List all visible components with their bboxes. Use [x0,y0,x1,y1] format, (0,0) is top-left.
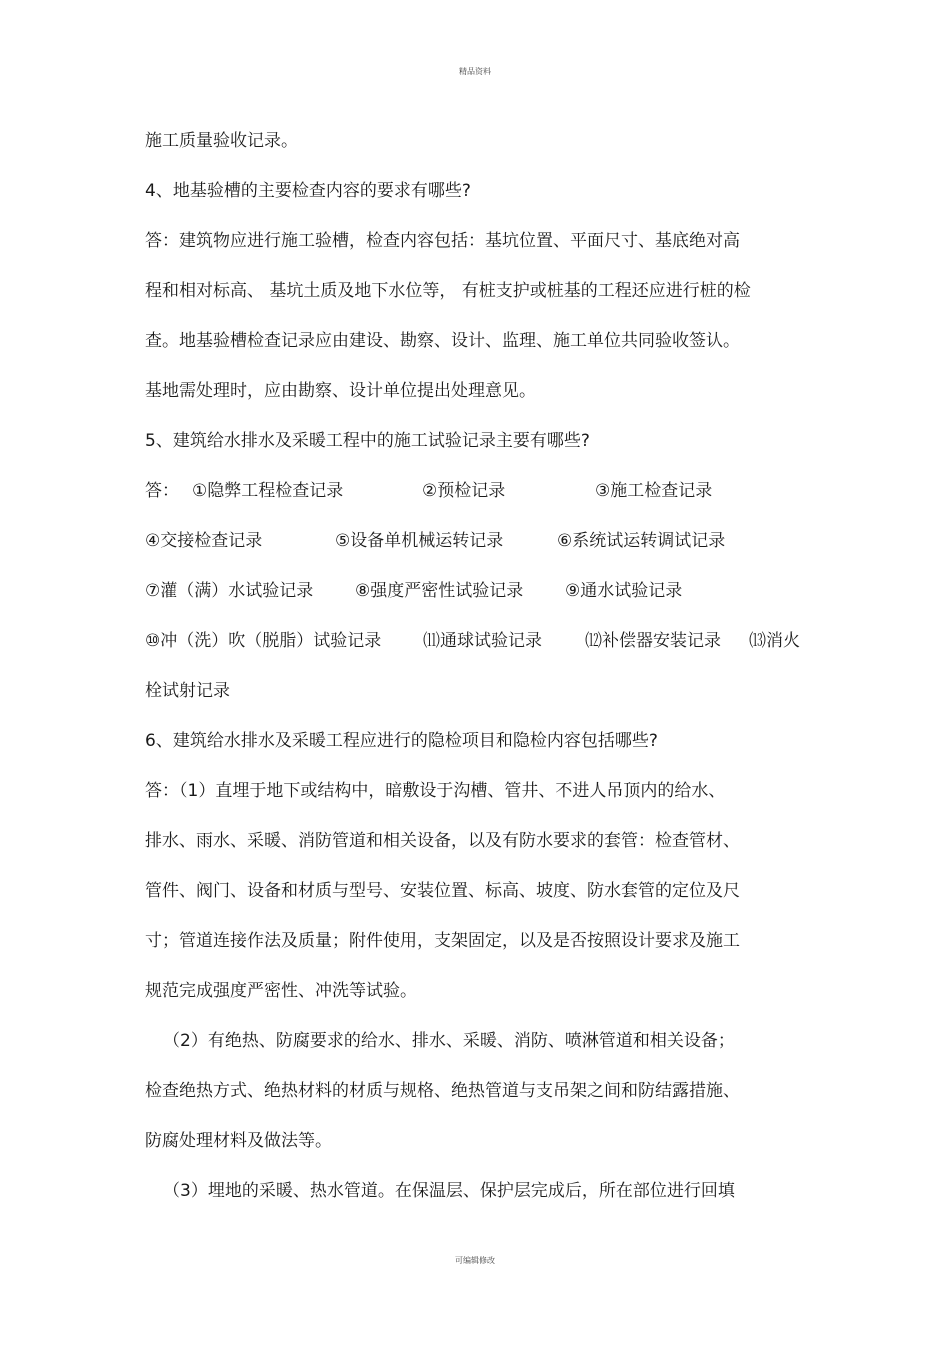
record-item: ⑤设备单机械运转记录 [335,531,504,551]
page-footer: 可编辑修改 [455,1256,495,1265]
text-line: （2）有绝热、防腐要求的给水、排水、采暖、消防、喷淋管道和相关设备； [163,1031,735,1051]
text-line: 查。地基验槽检查记录应由建设、勘察、设计、监理、施工单位共同验收签认。 [145,331,740,351]
record-item: ①隐弊工程检查记录 [192,481,344,501]
answer-prefix: 答： [145,481,179,501]
record-item: ⒀消火 [749,631,800,651]
record-item: ②预检记录 [422,481,506,501]
record-item: ⑿补偿器安装记录 [585,631,721,651]
text-line: （3）埋地的采暖、热水管道。在保温层、保护层完成后，所在部位进行回填 [163,1181,735,1201]
text-line: 施工质量验收记录。 [145,131,298,151]
question-6: 6、建筑给水排水及采暖工程应进行的隐检项目和隐检内容包括哪些? [145,731,658,751]
text-line: 管件、阀门、设备和材质与型号、安装位置、标高、坡度、防水套管的定位及尺 [145,881,740,901]
text-line: 答：（1）直埋于地下或结构中，暗敷设于沟槽、管井、不进人吊顶内的给水、 [145,781,726,801]
question-4: 4、地基验槽的主要检查内容的要求有哪些? [145,181,471,201]
record-item: ⑾通球试验记录 [423,631,542,651]
text-line: 基地需处理时，应由勘察、设计单位提出处理意见。 [145,381,536,401]
page-header: 精品资料 [459,67,491,76]
record-item: ⑧强度严密性试验记录 [355,581,524,601]
text-line: 规范完成强度严密性、冲洗等试验。 [145,981,417,1001]
record-item: ④交接检查记录 [145,531,263,551]
text-line: 防腐处理材料及做法等。 [145,1131,332,1151]
text-line: 寸；管道连接作法及质量；附件使用，支架固定，以及是否按照设计要求及施工 [145,931,740,951]
record-item: ⑥系统试运转调试记录 [557,531,726,551]
record-item: ⑨通水试验记录 [565,581,683,601]
record-item: ③施工检查记录 [595,481,713,501]
text-line: 栓试射记录 [145,681,230,701]
text-line: 程和相对标高、 基坑土质及地下水位等， 有桩支护或桩基的工程还应进行桩的检 [145,281,751,301]
question-5: 5、建筑给水排水及采暖工程中的施工试验记录主要有哪些? [145,431,590,451]
text-line: 答：建筑物应进行施工验槽，检查内容包括：基坑位置、平面尺寸、基底绝对高 [145,231,740,251]
record-item: ⑦灌（满）水试验记录 [145,581,314,601]
record-item: ⑩冲（洗）吹（脱脂）试验记录 [145,631,382,651]
text-line: 检查绝热方式、绝热材料的材质与规格、绝热管道与支吊架之间和防结露措施、 [145,1081,740,1101]
text-line: 排水、雨水、采暖、消防管道和相关设备，以及有防水要求的套管：检查管材、 [145,831,740,851]
